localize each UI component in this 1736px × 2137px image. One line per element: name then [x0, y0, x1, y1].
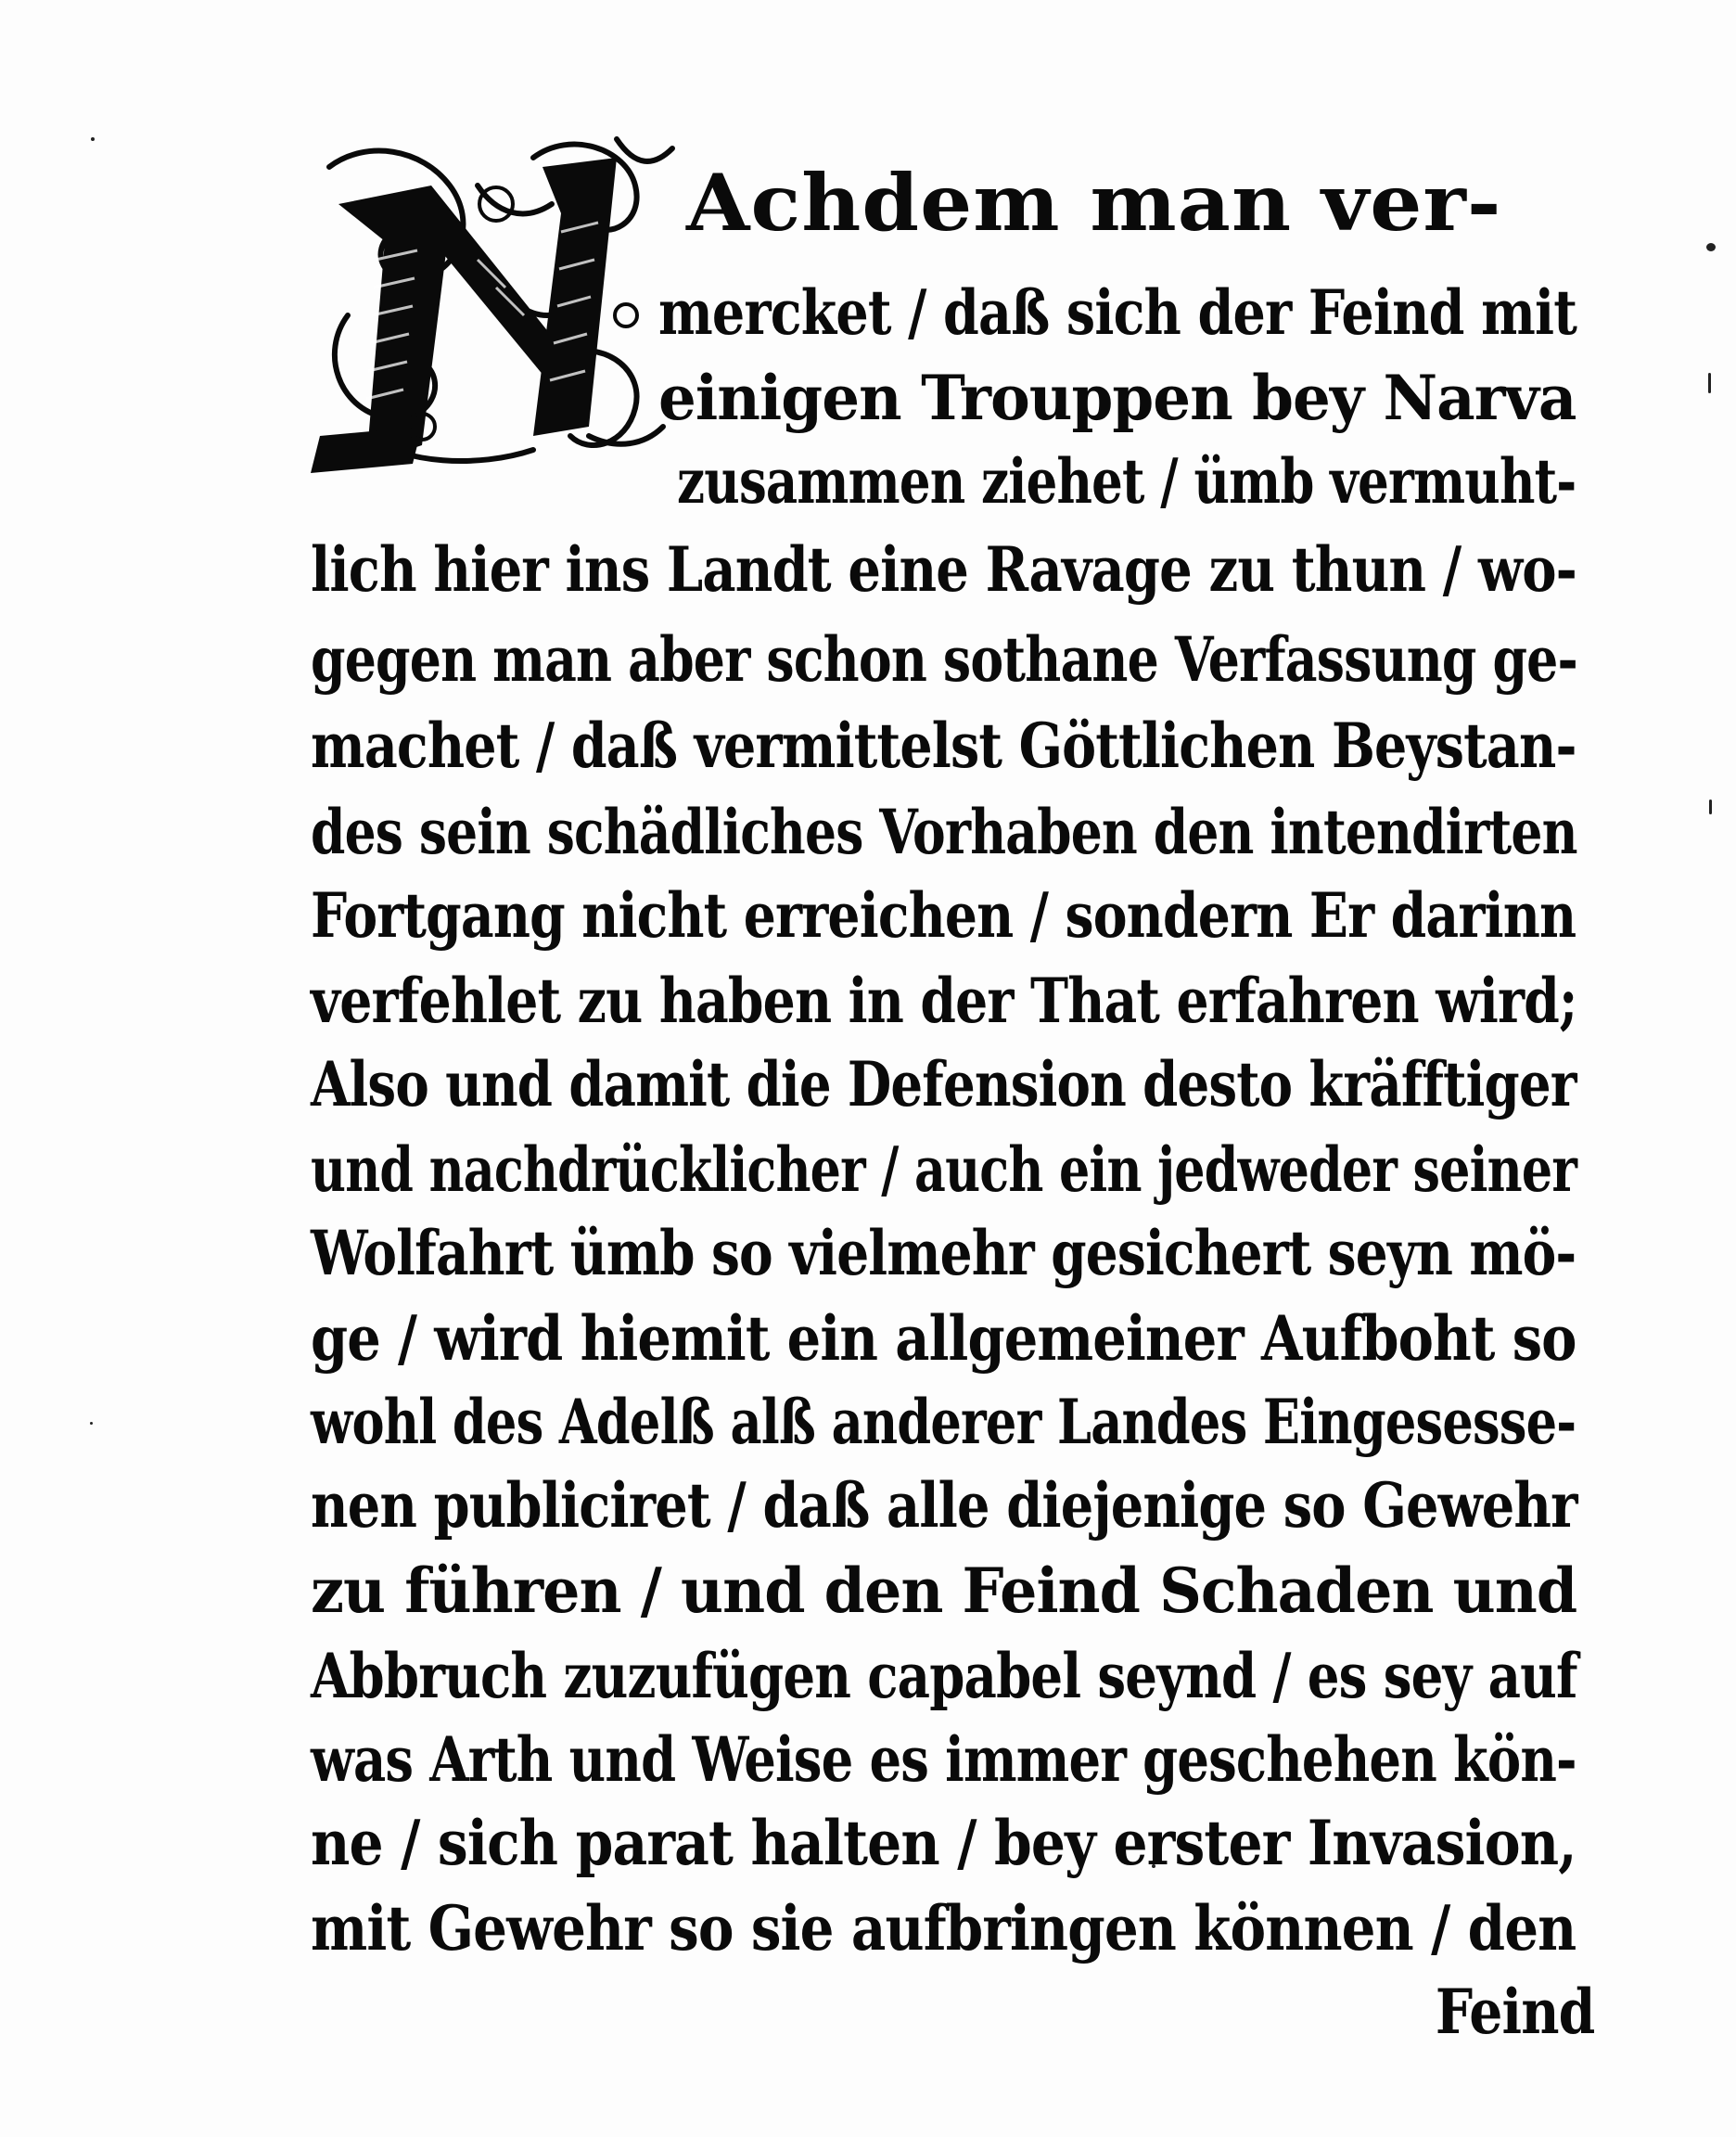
text-line-14: ge / wird hiemit ein allgemeiner Aufboht so — [311, 1302, 1576, 1375]
text-line-1: Achdem man ver- — [686, 157, 1502, 249]
text-line-5: lich hier ins Landt eine Ravage zu thun / wo- — [311, 533, 1577, 606]
text-line-21: mit Gewehr so sie aufbringen können / den — [311, 1892, 1576, 1964]
text-line-9: Fortgang nicht erreichen / sondern Er darinn — [311, 879, 1576, 952]
text-line-10: verfehlet zu haben in der That erfahren wird; — [311, 965, 1577, 1037]
print-speck — [1706, 243, 1716, 251]
text-line-16: nen publiciret / daß alle diejenige so Gewehr — [311, 1469, 1577, 1542]
text-line-12: und nachdrücklicher / auch ein jedweder seiner — [311, 1133, 1577, 1206]
text-line-19: was Arth und Weise es immer geschehen kön- — [311, 1723, 1576, 1796]
print-speck — [1709, 800, 1712, 814]
text-line-17: zu führen / und den Feind Schaden und — [311, 1555, 1577, 1627]
text-line-8: des sein schädliches Vorhaben den intendirten — [311, 796, 1577, 868]
text-line-6: gegen man aber schon sothane Verfassung ge- — [311, 623, 1577, 696]
text-line-2: mercket / daß sich der Feind mit — [658, 276, 1577, 349]
text-line-15: wohl des Adelß alß anderer Landes Eingesesse- — [311, 1386, 1576, 1458]
text-line-20: ne / sich parat halten / bey erster Invasion, — [311, 1807, 1576, 1879]
decorated-initial — [311, 130, 682, 482]
print-speck — [91, 137, 95, 141]
text-line-4: zusammen ziehet / ümb vermuht- — [677, 445, 1576, 518]
text-line-18: Abbruch zuzufügen capabel seynd / es sey auf — [311, 1640, 1577, 1712]
print-speck — [1708, 373, 1711, 393]
text-line-7: machet / daß vermittelst Göttlichen Beystan- — [311, 710, 1576, 782]
text-line-3: einigen Trouppen bey Narva — [658, 362, 1576, 434]
text-line-13: Wolfahrt ümb so vielmehr gesichert seyn mö- — [311, 1217, 1576, 1289]
text-line-11: Also und damit die Defension desto kräfftiger — [311, 1048, 1576, 1120]
initial-letter — [311, 130, 682, 482]
catchword: Feind — [1435, 1976, 1595, 2048]
print-speck — [90, 1422, 93, 1425]
